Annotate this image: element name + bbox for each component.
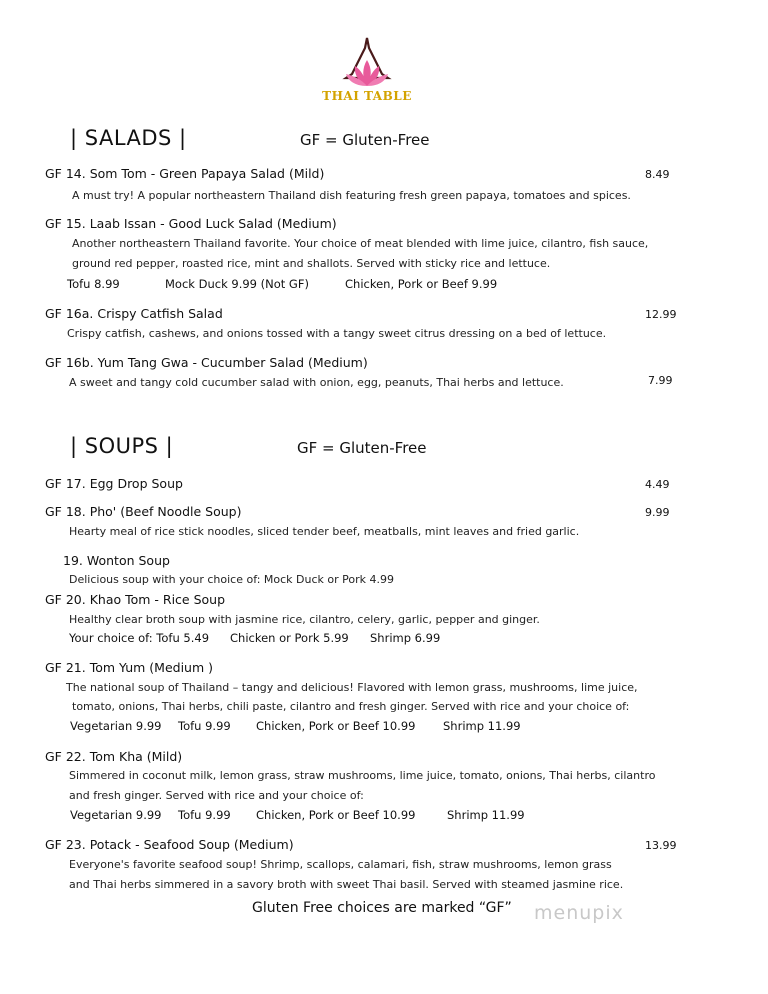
menu-item-price: 4.49: [645, 478, 670, 491]
menu-item-desc: A sweet and tangy cold cucumber salad with onion, egg, peanuts, Thai herbs and lettuce.: [69, 376, 564, 389]
menu-item-options: [0, 277, 768, 293]
option: Chicken or Pork 5.99: [230, 631, 349, 645]
menu-item-price: 7.99: [648, 374, 673, 387]
menu-item-desc: Everyone's favorite seafood soup! Shrimp, scallops, calamari, fish, straw mushrooms, lemon grass: [69, 858, 612, 871]
option: Chicken, Pork or Beef 10.99: [256, 719, 416, 733]
option: Shrimp 11.99: [447, 808, 525, 822]
menu-item-title: GF 16a. Crispy Catfish Salad: [45, 306, 223, 321]
salads-gf-note: GF = Gluten-Free: [300, 131, 430, 149]
menu-item-desc: tomato, onions, Thai herbs, chili paste, cilantro and fresh ginger. Served with rice and your choice of:: [72, 700, 630, 713]
menu-item-title: GF 20. Khao Tom - Rice Soup: [45, 592, 226, 607]
option: Chicken, Pork or Beef 9.99: [345, 277, 498, 291]
option: Shrimp 6.99: [370, 631, 441, 645]
menu-item-title: GF 17. Egg Drop Soup: [45, 476, 183, 491]
menu-item-price: 9.99: [645, 506, 670, 519]
menu-item-options: [0, 808, 768, 824]
menu-item-desc: Healthy clear broth soup with jasmine rice, cilantro, celery, garlic, pepper and ginger.: [69, 613, 540, 626]
menu-item-price: 8.49: [645, 168, 670, 181]
menu-item-title: GF 15. Laab Issan - Good Luck Salad (Medium): [45, 216, 337, 231]
option: Tofu 9.99: [178, 808, 231, 822]
menu-item-title: GF 23. Potack - Seafood Soup (Medium): [45, 837, 294, 852]
menu-item-title: GF 16b. Yum Tang Gwa - Cucumber Salad (Medium): [45, 355, 368, 370]
option: Tofu 8.99: [67, 277, 120, 291]
logo-text: THAI TABLE: [322, 89, 412, 103]
menu-item-price: 13.99: [645, 839, 677, 852]
menu-item-desc: Another northeastern Thailand favorite. Your choice of meat blended with lime juice, cilantro, fish sauce,: [72, 237, 649, 250]
soups-gf-note: GF = Gluten-Free: [297, 439, 427, 457]
menupix-watermark: menupix: [534, 902, 624, 924]
menu-item-desc: and fresh ginger. Served with rice and your choice of:: [69, 789, 364, 802]
menu-item-desc: Simmered in coconut milk, lemon grass, straw mushrooms, lime juice, tomato, onions, Thai herbs, cilantro: [69, 769, 656, 782]
menu-item-title: GF 14. Som Tom - Green Papaya Salad (Mild): [45, 166, 325, 181]
menu-item-title: GF 18. Pho' (Beef Noodle Soup): [45, 504, 242, 519]
option: Mock Duck 9.99 (Not GF): [165, 277, 309, 291]
menu-item-options: [0, 719, 768, 735]
menu-item-title: GF 21. Tom Yum (Medium ): [45, 660, 213, 675]
soups-heading: | SOUPS |: [70, 434, 174, 458]
menu-item-price: 12.99: [645, 308, 677, 321]
menu-item-desc: and Thai herbs simmered in a savory broth with sweet Thai basil. Served with steamed jasmine rice.: [69, 878, 624, 891]
menu-item-options: [0, 631, 768, 647]
menu-item-desc: Crispy catfish, cashews, and onions tossed with a tangy sweet citrus dressing on a bed of lettuce.: [67, 327, 607, 340]
menu-item-title: 19. Wonton Soup: [63, 553, 170, 568]
option: Tofu 9.99: [178, 719, 231, 733]
option: Vegetarian 9.99: [70, 719, 162, 733]
menu-item-desc: Delicious soup with your choice of: Mock Duck or Pork 4.99: [69, 573, 394, 586]
option: Chicken, Pork or Beef 10.99: [256, 808, 416, 822]
gluten-free-footnote: Gluten Free choices are marked “GF”: [252, 900, 512, 916]
option: Your choice of: Tofu 5.49: [69, 631, 210, 645]
menu-item-desc: Hearty meal of rice stick noodles, sliced tender beef, meatballs, mint leaves and fried garlic.: [69, 525, 580, 538]
option: Vegetarian 9.99: [70, 808, 162, 822]
salads-heading: | SALADS |: [70, 126, 187, 150]
option: Shrimp 11.99: [443, 719, 521, 733]
menu-item-desc: A must try! A popular northeastern Thailand dish featuring fresh green papaya, tomatoes and spices.: [72, 189, 631, 202]
menu-item-desc: The national soup of Thailand – tangy and delicious! Flavored with lemon grass, mushrooms, lime juice,: [66, 681, 638, 694]
menu-item-desc: ground red pepper, roasted rice, mint and shallots. Served with sticky rice and lettuce.: [72, 257, 551, 270]
menu-item-title: GF 22. Tom Kha (Mild): [45, 749, 183, 764]
